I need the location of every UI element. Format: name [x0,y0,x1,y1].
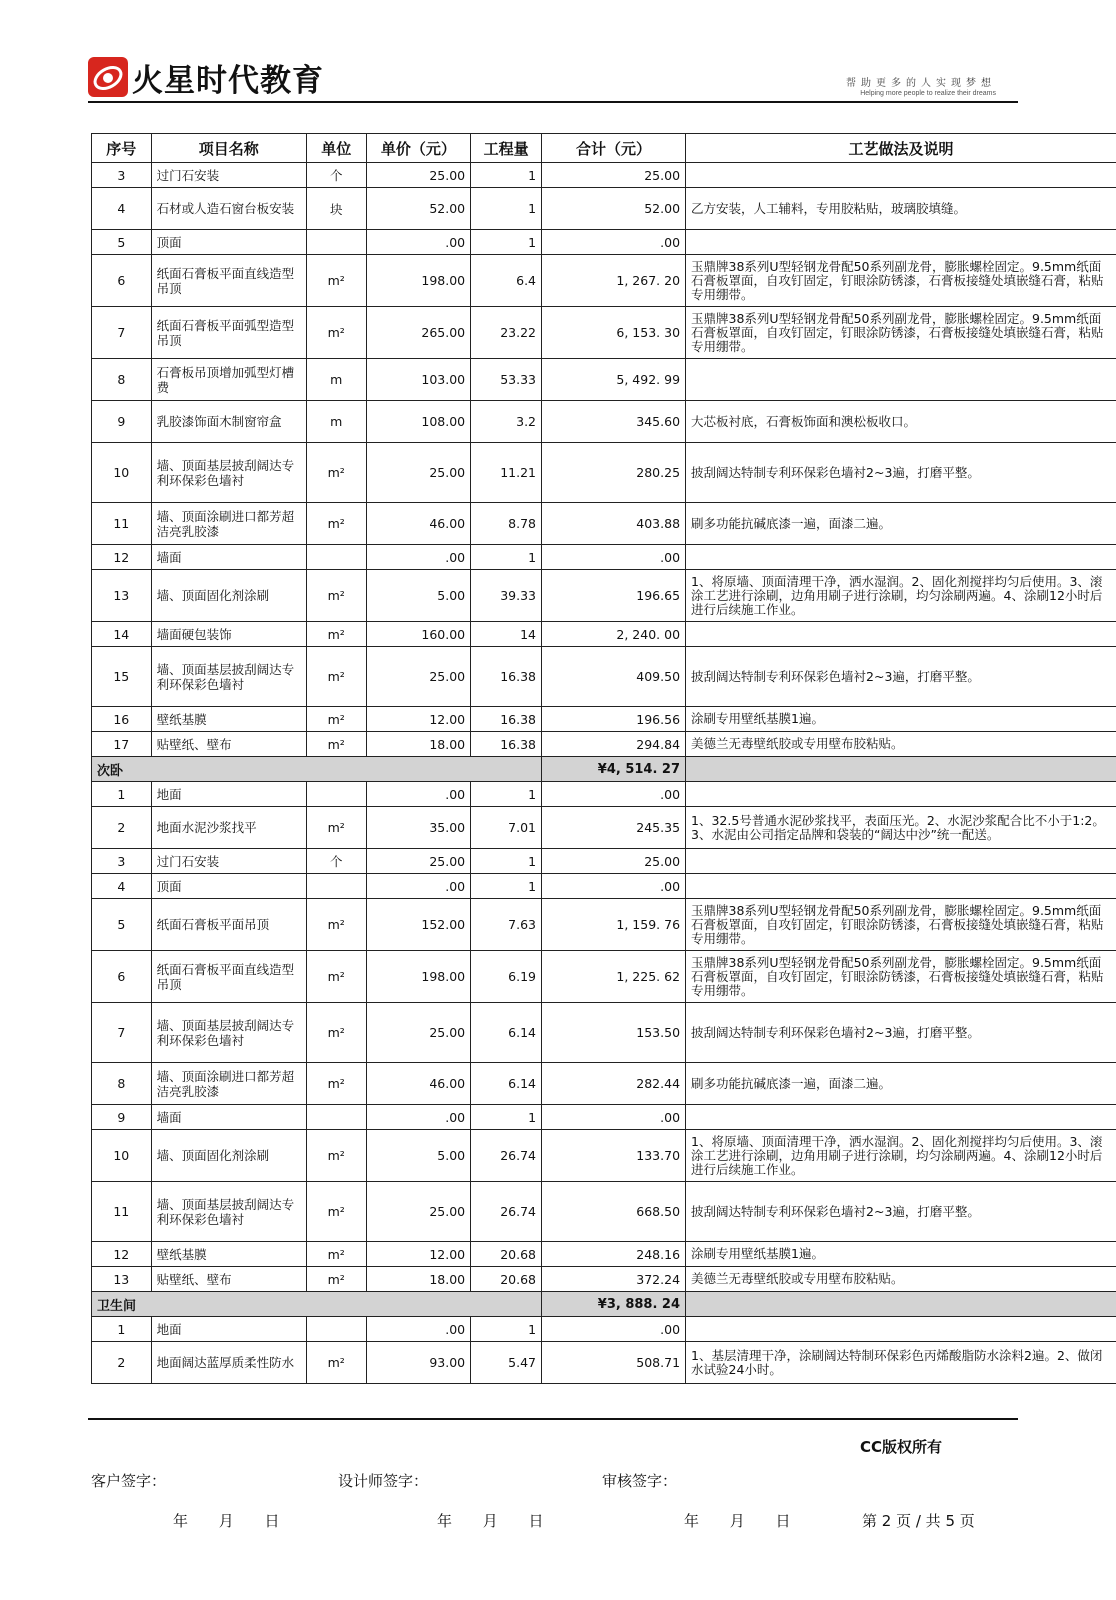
section-subtotal: ¥4, 514. 27 [542,757,686,782]
line-total: .00 [542,230,686,255]
process-description: 1、32.5号普通水泥砂浆找平，表面压光。2、水泥沙浆配合比不小于1:2。3、水泥由公司指定品牌和袋装的“阔达中沙”统一配送。 [686,807,1116,849]
item-name: 墙、顶面固化剂涂刷 [151,570,306,622]
process-description: 玉鼎牌38系列U型轻钢龙骨配50系列副龙骨，膨胀螺栓固定。9.5mm纸面石膏板罩面，自攻钉固定，钉眼涂防锈漆，石膏板接缝处填嵌缝石膏，粘贴专用绷带。 [686,899,1116,951]
process-description: 大芯板衬底，石膏板饰面和澳松板收口。 [686,401,1116,443]
copyright: CC版权所有 [860,1438,943,1456]
line-total: 52.00 [542,188,686,230]
section-title: 次卧 [92,757,542,782]
quantity: 1 [471,545,542,570]
line-total: 280.25 [542,443,686,503]
header-cell: 序号 [92,134,152,163]
table-row [92,307,1116,359]
row-number: 8 [92,359,152,401]
unit [306,1105,366,1130]
unit-price: 5.00 [366,570,471,622]
quantity: 16.38 [471,707,542,732]
quantity: 6.14 [471,1003,542,1063]
row-number: 1 [92,1317,152,1342]
section-title: 卫生间 [92,1292,542,1317]
quantity: 1 [471,188,542,230]
row-number: 11 [92,503,152,545]
item-name: 石材或人造石窗台板安装 [151,188,306,230]
slogan [846,74,996,97]
quantity: 16.38 [471,732,542,757]
line-total: .00 [542,545,686,570]
process-description [686,622,1116,647]
row-number: 3 [92,849,152,874]
unit: m² [306,707,366,732]
unit: m² [306,503,366,545]
table-row [92,807,1116,849]
line-total: 5, 492. 99 [542,359,686,401]
row-number: 10 [92,1130,152,1182]
row-number: 13 [92,570,152,622]
table-row [92,622,1116,647]
unit: m² [306,443,366,503]
unit-price: 46.00 [366,1063,471,1105]
quantity: 1 [471,874,542,899]
unit-price: 198.00 [366,951,471,1003]
row-number: 2 [92,807,152,849]
quantity: 1 [471,782,542,807]
quantity: 3.2 [471,401,542,443]
line-total: 245.35 [542,807,686,849]
row-number: 10 [92,443,152,503]
line-total: 1, 159. 76 [542,899,686,951]
quotation-table [91,133,1116,1384]
unit [306,545,366,570]
row-number: 12 [92,1242,152,1267]
quantity: 16.38 [471,647,542,707]
unit-price: 12.00 [366,1242,471,1267]
unit [306,230,366,255]
quantity: 6.4 [471,255,542,307]
unit: m [306,401,366,443]
row-number: 8 [92,1063,152,1105]
unit: m [306,359,366,401]
line-total: 668.50 [542,1182,686,1242]
section-subtotal: ¥3, 888. 24 [542,1292,686,1317]
row-number: 7 [92,1003,152,1063]
process-description: 玉鼎牌38系列U型轻钢龙骨配50系列副龙骨，膨胀螺栓固定。9.5mm纸面石膏板罩面，自攻钉固定，钉眼涂防锈漆，石膏板接缝处填嵌缝石膏，粘贴专用绷带。 [686,951,1116,1003]
unit-price: 152.00 [366,899,471,951]
customer-date: 年 月 日 [173,1512,280,1530]
header-cell: 工程量 [471,134,542,163]
table-header-row [92,134,1116,163]
unit-price: 46.00 [366,503,471,545]
quantity: 5.47 [471,1342,542,1384]
table-row [92,163,1116,188]
unit: m² [306,570,366,622]
table-row [92,849,1116,874]
unit-price: .00 [366,782,471,807]
item-name: 墙、顶面基层披刮阔达专利环保彩色墙衬 [151,1003,306,1063]
line-total: 196.65 [542,570,686,622]
unit-price: 5.00 [366,1130,471,1182]
row-number: 14 [92,622,152,647]
customer-signature-label: 客户签字： [91,1472,167,1490]
table-row [92,443,1116,503]
process-description: 1、将原墙、顶面清理干净，洒水湿润。2、固化剂搅拌均匀后使用。3、滚涂工艺进行涂刷，边角用刷子进行涂刷，均匀涂刷两遍。4、涂刷12小时后进行后续施工作业。 [686,1130,1116,1182]
line-total: 409.50 [542,647,686,707]
header-cell: 合计（元） [542,134,686,163]
unit-price: .00 [366,230,471,255]
unit-price: 25.00 [366,163,471,188]
quantity: 11.21 [471,443,542,503]
table-row [92,230,1116,255]
item-name: 墙面 [151,545,306,570]
table-row [92,570,1116,622]
item-name: 地面阔达蓝厚质柔性防水 [151,1342,306,1384]
designer-signature-label: 设计师签字： [338,1472,429,1490]
unit-price: 160.00 [366,622,471,647]
unit-price: .00 [366,1105,471,1130]
line-total: 25.00 [542,849,686,874]
header-cell: 单价（元） [366,134,471,163]
review-signature-label: 审核签字： [602,1472,678,1490]
line-total: 508.71 [542,1342,686,1384]
quantity: 7.01 [471,807,542,849]
brand-logo-icon [88,57,128,97]
row-number: 4 [92,188,152,230]
row-number: 16 [92,707,152,732]
process-description: 乙方安装，人工辅料，专用胶粘贴，玻璃胶填缝。 [686,188,1116,230]
quantity: 1 [471,849,542,874]
table-row [92,255,1116,307]
item-name: 壁纸基膜 [151,1242,306,1267]
table-row [92,1063,1116,1105]
quantity: 6.19 [471,951,542,1003]
process-description: 披刮阔达特制专利环保彩色墙衬2~3遍，打磨平整。 [686,443,1116,503]
unit: m² [306,647,366,707]
line-total: 345.60 [542,401,686,443]
table-row [92,1317,1116,1342]
unit: m² [306,1130,366,1182]
table-row [92,188,1116,230]
process-description [686,1105,1116,1130]
line-total: 1, 225. 62 [542,951,686,1003]
unit-price: .00 [366,1317,471,1342]
brand-name: 火星时代教育 [132,62,324,99]
process-description: 1、基层清理干净，涂刷阔达特制环保彩色丙烯酸脂防水涂料2遍。2、做闭水试验24小时。 [686,1342,1116,1384]
unit: m² [306,1267,366,1292]
item-name: 纸面石膏板平面直线造型吊顶 [151,255,306,307]
table-row [92,647,1116,707]
row-number: 7 [92,307,152,359]
unit-price: 18.00 [366,732,471,757]
row-number: 6 [92,255,152,307]
section-row [92,757,1116,782]
process-description: 玉鼎牌38系列U型轻钢龙骨配50系列副龙骨，膨胀螺栓固定。9.5mm纸面石膏板罩面，自攻钉固定，钉眼涂防锈漆，石膏板接缝处填嵌缝石膏，粘贴专用绷带。 [686,255,1116,307]
unit [306,1317,366,1342]
unit-price: 198.00 [366,255,471,307]
process-description: 刷多功能抗碱底漆一遍，面漆二遍。 [686,503,1116,545]
unit-price: 52.00 [366,188,471,230]
row-number: 13 [92,1267,152,1292]
item-name: 墙、顶面涂刷进口都芳超洁亮乳胶漆 [151,503,306,545]
item-name: 贴壁纸、壁布 [151,1267,306,1292]
quantity: 1 [471,230,542,255]
item-name: 墙、顶面涂刷进口都芳超洁亮乳胶漆 [151,1063,306,1105]
table-row [92,1342,1116,1384]
row-number: 1 [92,782,152,807]
unit: m² [306,807,366,849]
line-total: 133.70 [542,1130,686,1182]
unit-price: 265.00 [366,307,471,359]
item-name: 顶面 [151,874,306,899]
unit: 块 [306,188,366,230]
item-name: 墙面硬包装饰 [151,622,306,647]
process-description [686,545,1116,570]
row-number: 17 [92,732,152,757]
footer-divider [88,1418,1018,1420]
line-total: .00 [542,874,686,899]
designer-date: 年 月 日 [437,1512,544,1530]
unit-price: 93.00 [366,1342,471,1384]
unit: m² [306,255,366,307]
table-row [92,359,1116,401]
quantity: 6.14 [471,1063,542,1105]
table-row [92,951,1116,1003]
table-row [92,899,1116,951]
item-name: 石膏板吊顶增加弧型灯槽费 [151,359,306,401]
unit: m² [306,951,366,1003]
line-total: .00 [542,782,686,807]
row-number: 4 [92,874,152,899]
line-total: 1, 267. 20 [542,255,686,307]
unit-price: .00 [366,545,471,570]
item-name: 纸面石膏板平面直线造型吊顶 [151,951,306,1003]
unit-price: 25.00 [366,443,471,503]
quantity: 20.68 [471,1267,542,1292]
unit-price: 25.00 [366,849,471,874]
slogan-en: Helping more people to realize their dreams [860,90,996,97]
review-date: 年 月 日 [684,1512,791,1530]
quantity: 14 [471,622,542,647]
unit: 个 [306,163,366,188]
item-name: 墙面 [151,1105,306,1130]
item-name: 墙、顶面基层披刮阔达专利环保彩色墙衬 [151,647,306,707]
table-row [92,401,1116,443]
unit-price: 18.00 [366,1267,471,1292]
item-name: 地面 [151,782,306,807]
quantity: 26.74 [471,1182,542,1242]
table-row [92,1003,1116,1063]
line-total: 196.56 [542,707,686,732]
table-row [92,732,1116,757]
section-empty-cell [686,1292,1116,1317]
brand-logo [88,56,324,98]
header-cell: 单位 [306,134,366,163]
slogan-cn: 帮助更多的人实现梦想 [846,78,996,89]
table-row [92,1242,1116,1267]
header-cell: 工艺做法及说明 [686,134,1116,163]
line-total: 403.88 [542,503,686,545]
process-description: 披刮阔达特制专利环保彩色墙衬2~3遍，打磨平整。 [686,1182,1116,1242]
unit-price: 108.00 [366,401,471,443]
line-total: 294.84 [542,732,686,757]
table-row [92,1267,1116,1292]
unit: m² [306,307,366,359]
process-description: 披刮阔达特制专利环保彩色墙衬2~3遍，打磨平整。 [686,1003,1116,1063]
unit: m² [306,899,366,951]
process-description [686,849,1116,874]
line-total: 372.24 [542,1267,686,1292]
unit-price: .00 [366,874,471,899]
quantity: 1 [471,1105,542,1130]
item-name: 纸面石膏板平面弧型造型吊顶 [151,307,306,359]
process-description [686,163,1116,188]
row-number: 6 [92,951,152,1003]
table-row [92,1182,1116,1242]
unit-price: 25.00 [366,1182,471,1242]
quantity: 8.78 [471,503,542,545]
table-row [92,874,1116,899]
row-number: 5 [92,899,152,951]
unit: m² [306,1063,366,1105]
table-row [92,503,1116,545]
row-number: 15 [92,647,152,707]
row-number: 11 [92,1182,152,1242]
line-total: 153.50 [542,1003,686,1063]
item-name: 墙、顶面固化剂涂刷 [151,1130,306,1182]
header-divider [88,101,1018,103]
row-number: 2 [92,1342,152,1384]
process-description [686,782,1116,807]
item-name: 过门石安装 [151,163,306,188]
table-row [92,1130,1116,1182]
process-description [686,874,1116,899]
item-name: 墙、顶面基层披刮阔达专利环保彩色墙衬 [151,1182,306,1242]
process-description [686,230,1116,255]
process-description: 美德兰无毒壁纸胶或专用壁布胶粘贴。 [686,732,1116,757]
unit: 个 [306,849,366,874]
item-name: 过门石安装 [151,849,306,874]
section-row [92,1292,1116,1317]
line-total: 25.00 [542,163,686,188]
row-number: 9 [92,401,152,443]
unit-price: 35.00 [366,807,471,849]
item-name: 顶面 [151,230,306,255]
unit-price: 25.00 [366,1003,471,1063]
unit: m² [306,732,366,757]
item-name: 纸面石膏板平面吊顶 [151,899,306,951]
quantity: 20.68 [471,1242,542,1267]
process-description [686,1317,1116,1342]
line-total: .00 [542,1317,686,1342]
unit-price: 25.00 [366,647,471,707]
table-row [92,707,1116,732]
line-total: 248.16 [542,1242,686,1267]
process-description: 涂刷专用壁纸基膜1遍。 [686,707,1116,732]
item-name: 贴壁纸、壁布 [151,732,306,757]
quantity: 1 [471,1317,542,1342]
unit-price: 12.00 [366,707,471,732]
process-description: 刷多功能抗碱底漆一遍，面漆二遍。 [686,1063,1116,1105]
process-description: 披刮阔达特制专利环保彩色墙衬2~3遍，打磨平整。 [686,647,1116,707]
row-number: 12 [92,545,152,570]
process-description: 1、将原墙、顶面清理干净，洒水湿润。2、固化剂搅拌均匀后使用。3、滚涂工艺进行涂刷，边角用刷子进行涂刷，均匀涂刷两遍。4、涂刷12小时后进行后续施工作业。 [686,570,1116,622]
unit [306,782,366,807]
table-row [92,1105,1116,1130]
item-name: 墙、顶面基层披刮阔达专利环保彩色墙衬 [151,443,306,503]
process-description [686,359,1116,401]
unit: m² [306,1342,366,1384]
page-number: 第 2 页 / 共 5 页 [862,1512,975,1530]
row-number: 3 [92,163,152,188]
unit-price: 103.00 [366,359,471,401]
line-total: 2, 240. 00 [542,622,686,647]
section-empty-cell [686,757,1116,782]
line-total: 6, 153. 30 [542,307,686,359]
quantity: 23.22 [471,307,542,359]
item-name: 地面水泥沙浆找平 [151,807,306,849]
row-number: 5 [92,230,152,255]
row-number: 9 [92,1105,152,1130]
table-row [92,545,1116,570]
quantity: 26.74 [471,1130,542,1182]
quantity: 7.63 [471,899,542,951]
item-name: 乳胶漆饰面木制窗帘盒 [151,401,306,443]
unit: m² [306,1242,366,1267]
table-row [92,782,1116,807]
header-cell: 项目名称 [151,134,306,163]
unit: m² [306,622,366,647]
line-total: 282.44 [542,1063,686,1105]
unit: m² [306,1003,366,1063]
item-name: 壁纸基膜 [151,707,306,732]
item-name: 地面 [151,1317,306,1342]
unit: m² [306,1182,366,1242]
quantity: 39.33 [471,570,542,622]
quantity: 53.33 [471,359,542,401]
process-description: 玉鼎牌38系列U型轻钢龙骨配50系列副龙骨，膨胀螺栓固定。9.5mm纸面石膏板罩面，自攻钉固定，钉眼涂防锈漆，石膏板接缝处填嵌缝石膏，粘贴专用绷带。 [686,307,1116,359]
process-description: 美德兰无毒壁纸胶或专用壁布胶粘贴。 [686,1267,1116,1292]
process-description: 涂刷专用壁纸基膜1遍。 [686,1242,1116,1267]
quantity: 1 [471,163,542,188]
unit [306,874,366,899]
line-total: .00 [542,1105,686,1130]
